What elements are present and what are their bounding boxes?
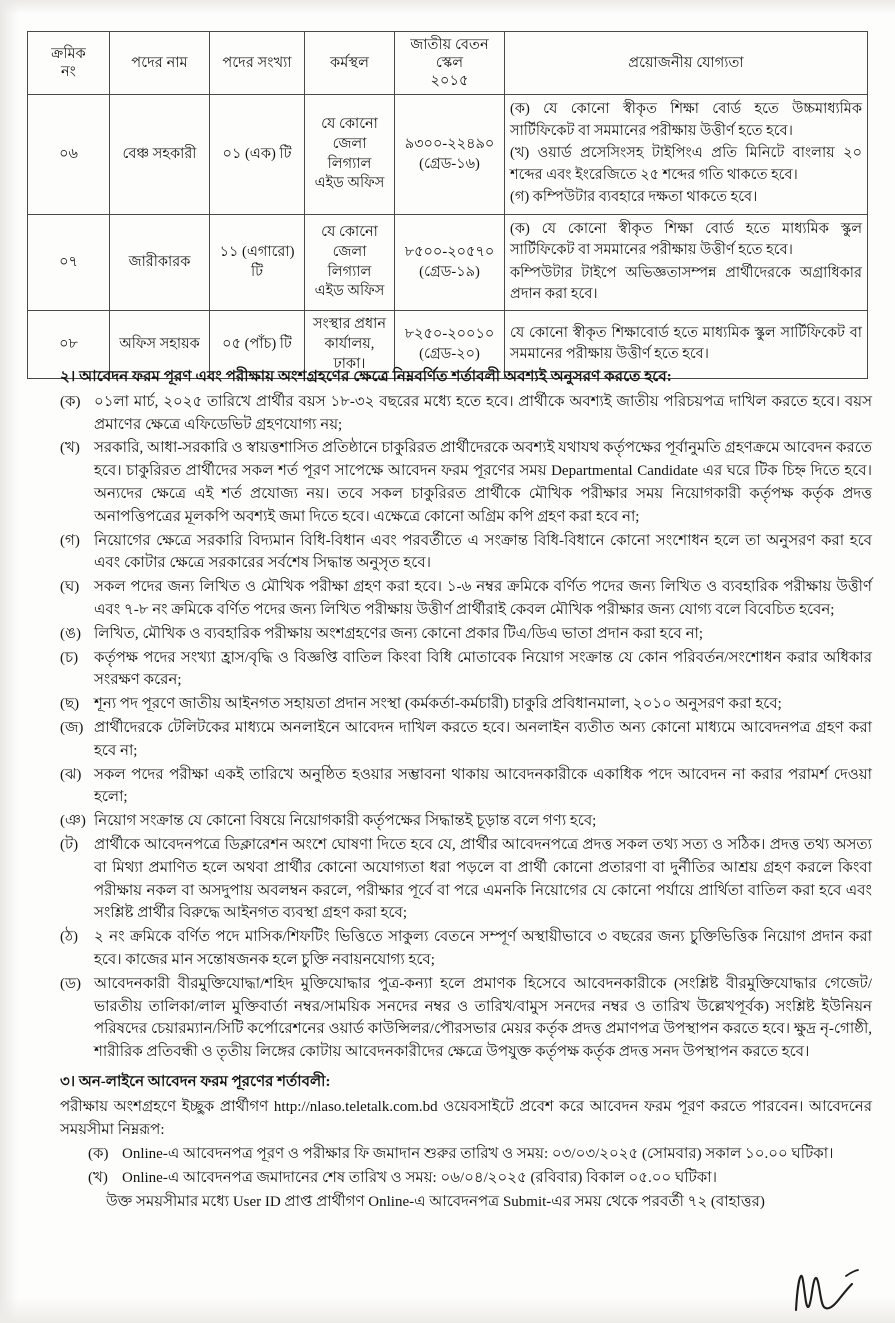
clause-ta <box>60 834 872 925</box>
cell-workplace <box>305 214 395 311</box>
online-item-ka <box>60 1143 872 1166</box>
clause-marker: (ঘ) <box>60 579 80 596</box>
qualification-line: (গ) কম্পিউটার ব্যবহারে দক্ষতা থাকতে হবে। <box>510 189 758 206</box>
cell-pay-scale-range: ৮২৫০-২০০১০ <box>404 326 495 343</box>
clause-marker: (ক) <box>60 393 81 410</box>
column-header-serial-line1: ক্রমিক <box>51 46 86 63</box>
clause-gha <box>60 576 872 622</box>
clause-marker: (ঞ) <box>60 813 86 830</box>
scan-edge-left <box>0 0 18 1323</box>
section-2-heading: ২। আবেদন ফরম পূরণ এবং পরীক্ষায় অংশগ্রহণের ক্ষেত্রে নিম্নবর্ণিত শর্তাবলী অবশ্যই অনুসরণ করতে হবে: <box>60 369 672 385</box>
column-header-serial <box>28 32 110 95</box>
clause-marker: (ঠ) <box>60 929 79 946</box>
section-3-heading: ৩। অন-লাইনে আবেদন ফরম পূরণের শর্তাবলী: <box>60 1073 331 1090</box>
table-row <box>28 214 868 311</box>
clause-text: প্রার্থীকে আবেদনপত্রে ডিক্লারেশন অংশে ঘোষণা দিতে হবে যে, প্রার্থীর আবেদনপত্রে প্রদত্ত সকল তথ্য সত্য ও সঠিক। প্রদত্ত তথ্য অসত্য বা মিথ্যা প্রমাণিত হলে অথবা প্রার্থীর কোনো অযোগ্যতা ধরা পড়লে বা প্রার্থী কোনো প্রতারণা বা দুর্নীতির আশ্রয় গ্রহণ করলে কিংবা পরীক্ষায় নকল বা অসদুপায় অবলম্বন করলে, পরীক্ষার পূর্বে বা পরে এমনকি নিয়োগের যে কোনো পর্যায়ে প্রার্থিতা বাতিল করা হবে এবং সংশ্লিষ্ট প্রার্থীর বিরুদ্ধে আইনগত ব্যবস্থা গ্রহণ করা হবে; <box>94 836 872 922</box>
cell-workplace-line2: কার্যালয়, ঢাকা। <box>324 336 375 372</box>
cell-pay-scale-range: ৮৫০০-২০৫৭০ <box>404 243 495 260</box>
cell-workplace-line1: সংস্থার প্রধান <box>312 316 387 333</box>
section-3-intro: পরীক্ষায় অংশগ্রহণে ইচ্ছুক প্রার্থীগণ http://nlaso.teletalk.com.bd ওয়েবসাইটে প্রবেশ করে আবেদন ফরম পূরণ করতে পারবেন। আবেদনের সময়সীমা নিম্নরূপ: <box>60 1098 872 1138</box>
clause-marker: (চ) <box>60 649 79 666</box>
qualification-line: (ক) যে কোনো স্বীকৃত শিক্ষা বোর্ড হতে উচ্চমাধ্যমিক সার্টিফিকেট বা সমমানের পরীক্ষায় উত্তীর্ণ হতে হবে। <box>510 101 862 139</box>
clause-kha <box>60 437 872 528</box>
clause-jha <box>60 764 872 810</box>
clause-chha <box>60 693 872 716</box>
clause-marker: (ঙ) <box>60 625 81 642</box>
online-item-text: Online-এ আবেদনপত্র পূরণ ও পরীক্ষার ফি জমাদান শুরুর তারিখ ও সময়: ০৩/০৩/২০২৫ (সোমবার) সকাল ১০.০০ ঘটিকা। <box>122 1146 834 1163</box>
clause-marker: (গ) <box>60 532 80 549</box>
clause-text: সরকারি, আধা-সরকারি ও স্বায়ত্তশাসিত প্রতিষ্ঠানে চাকুরিরত প্রার্থীদেরকে অবশ্যই যথাযথ কর্তৃপক্ষের পূর্বানুমতি গ্রহণক্রমে আবেদন করতে হবে। চাকুরিরত প্রার্থীদের সকল শর্ত পূরণ সাপেক্ষে আবেদন ফরম পূরণের সময় Departmental Candidate এর ঘরে টিক চিহ্ন দিতে হবে। অন্যদের ক্ষেত্রে এই শর্ত প্রযোজ্য নয়। তবে সকল চাকুরিরত প্রার্থীকে মৌখিক পরীক্ষার সময় নিয়োগকারী কর্তৃপক্ষ কর্তৃক প্রদত্ত অনাপত্তিপত্রের মূলকপি অবশ্যই জমা দিতে হবে। এক্ষেত্রে কোনো অগ্রিম কপি গ্রহণ করা হবে না; <box>94 440 872 525</box>
clause-marker: (ড) <box>60 975 82 992</box>
clause-text: লিখিত, মৌখিক ও ব্যবহারিক পরীক্ষায় অংশগ্রহণের জন্য কোনো প্রকার টিএ/ডিএ ভাতা প্রদান করা হবে না; <box>94 625 704 642</box>
clause-cha <box>60 647 872 693</box>
cell-pay-scale-grade: (গ্রেড-২০) <box>419 345 480 362</box>
cell-workplace <box>305 95 395 214</box>
online-item-text: Online-এ আবেদনপত্র জমাদানের শেষ তারিখ ও সময়: ০৬/০৪/২০২৫ (রবিবার) বিকাল ০৫.০০ ঘটিকা। <box>122 1170 717 1187</box>
clause-text: সকল পদের জন্য লিখিত ও মৌখিক পরীক্ষা গ্রহণ করা হবে। ১-৬ নম্বর ক্রমিকে বর্ণিত পদের জন্য লিখিত ও ব্যবহারিক পরীক্ষায় উত্তীর্ণ এবং ৭-৮ নং ক্রমিকে বর্ণিত পদের জন্য লিখিত পরীক্ষায় উত্তীর্ণ প্রার্থীরাই কেবল মৌখিক পরীক্ষার জন্য যোগ্য বলে বিবেচিত হবেন; <box>94 579 872 618</box>
clause-marker: (খ) <box>60 440 80 457</box>
clause-ja <box>60 717 872 763</box>
clause-uma <box>60 623 872 646</box>
cell-post-count: ০১ (এক) টি <box>210 95 305 214</box>
clause-da <box>60 973 872 1064</box>
clause-tha <box>60 926 872 972</box>
cell-pay-scale <box>395 214 505 311</box>
clause-marker: (ছ) <box>60 696 80 713</box>
cell-post-count: ১১ (এগারো) টি <box>210 214 305 311</box>
cell-post-count: ০৫ (পাঁচ) টি <box>210 311 305 379</box>
clause-text: আবেদনকারী বীরমুক্তিযোদ্ধা/শহিদ মুক্তিযোদ্ধার পুত্র-কন্যা হলে প্রমাণক হিসেবে আবেদনকারীকে (সংশ্লিষ্ট বীরমুক্তিযোদ্ধার গেজেট/ভারতীয় তালিকা/লাল মুক্তিবার্তা নম্বর/সাময়িক সনদের নম্বর ও তারিখ/বামুস সনদের নম্বর ও তারিখ উল্লেখপূর্বক) সংশ্লিষ্ট ইউনিয়ন পরিষদের চেয়ারম্যান/সিটি কর্পোরেশনের ওয়ার্ড কাউন্সিলর/পৌরসভার মেয়র কর্তৃক প্রদত্ত প্রমাণপত্র উপস্থাপন করতে হবে। ক্ষুদ্র নৃ-গোষ্ঠী, শারীরিক প্রতিবন্ধী ও তৃতীয় লিঙ্গের কোটায় আবেদনকারীদের ক্ষেত্রে উপযুক্ত কর্তৃপক্ষ কর্তৃক প্রদত্ত সনদ উপস্থাপন করতে হবে। <box>94 975 872 1061</box>
clause-ka <box>60 391 872 437</box>
cell-workplace-line3: এইড অফিস <box>314 283 385 300</box>
scan-edge-top <box>0 0 895 14</box>
qualification-line: কম্পিউটার টাইপে অভিজ্ঞতাসম্পন্ন প্রার্থীদেরকে অগ্রাধিকার প্রদান করা হবে। <box>510 264 862 302</box>
cell-workplace-line2: জেলা লিগ্যাল <box>327 135 372 172</box>
table-header-row <box>28 32 868 95</box>
conditions-body <box>60 366 872 1214</box>
clause-text: শূন্য পদ পূরণে জাতীয় আইনগত সহায়তা প্রদান সংস্থা (কর্মকর্তা-কর্মচারী) চাকুরি প্রবিধানমালা, ২০১০ অনুসরণ করা হবে; <box>94 696 782 713</box>
clause-ga <box>60 530 872 576</box>
cell-qualification <box>505 95 868 214</box>
column-header-workplace: কর্মস্থল <box>305 32 395 95</box>
clause-text: ২ নং ক্রমিকে বর্ণিত পদে মাসিক/শিফটিং ভিত্তিতে সাকুল্য বেতনে সম্পূর্ণ অস্থায়ীভাবে ৩ বছরের জন্য চুক্তিভিত্তিক নিয়োগ প্রদান করা হবে। কাজের মান সন্তোষজনক হলে চুক্তি নবায়নযোগ্য হবে; <box>94 929 872 968</box>
column-header-pay-scale-line1: জাতীয় বেতন স্কেল <box>410 37 489 72</box>
cell-pay-scale-grade: (গ্রেড-১৯) <box>419 263 480 280</box>
cell-workplace-line1: যে কোনো <box>321 224 378 241</box>
qualification-line: (খ) ওয়ার্ড প্রসেসিংসহ টাইপিংএ প্রতি মিনিটে বাংলায় ২০ শব্দের এবং ইংরেজিতে ২৫ শব্দের গতি থাকতে হবে। <box>510 145 862 183</box>
clause-text: কর্তৃপক্ষ পদের সংখ্যা হ্রাস/বৃদ্ধি ও বিজ্ঞপ্তি বাতিল কিংবা বিধি মোতাবেক নিয়োগ সংক্রান্ত যে কোন পরিবর্তন/সংশোধন করার অধিকার সংরক্ষণ করেন; <box>94 649 872 689</box>
handwritten-signature <box>790 1262 876 1316</box>
vacancy-table-container <box>27 31 868 379</box>
cell-post-name: অফিস সহায়ক <box>110 311 210 379</box>
clause-marker: (ঝ) <box>60 766 82 783</box>
vacancy-table <box>27 31 868 379</box>
cell-qualification <box>505 214 868 311</box>
column-header-post-count: পদের সংখ্যা <box>210 32 305 95</box>
clause-text: সকল পদের পরীক্ষা একই তারিখে অনুষ্ঠিত হওয়ার সম্ভাবনা থাকায় আবেদনকারীকে একাধিক পদে আবেদন না করার পরামর্শ দেওয়া হলো; <box>94 766 872 806</box>
online-item-marker: (খ) <box>88 1170 108 1187</box>
clause-text: নিয়োগ সংক্রান্ত যে কোনো বিষয়ে নিয়োগকারী কর্তৃপক্ষের সিদ্ধান্তই চূড়ান্ত বলে গণ্য হবে; <box>94 813 597 830</box>
cell-workplace-line2: জেলা লিগ্যাল <box>327 243 372 280</box>
cell-pay-scale-range: ৯৩০০-২২৪৯০ <box>404 135 495 152</box>
clause-text: ০১লা মার্চ, ২০২৫ তারিখে প্রার্থীর বয়স ১৮-৩২ বছরের মধ্যে হতে হবে। প্রার্থীকে অবশ্যই জাতীয় পরিচয়পত্র দাখিল করতে হবে। বয়স প্রমাণের ক্ষেত্রে এফিডেভিট গ্রহণযোগ্য নয়; <box>94 393 872 433</box>
clause-text: নিয়োগের ক্ষেত্রে সরকারি বিদ্যমান বিধি-বিধান এবং পরবর্তীতে এ সংক্রান্ত বিধি-বিধানে কোনো সংশোধন হলে তা অনুসরণ করা হবে এবং কোটার ক্ষেত্রে সরকারের সর্বশেষ সিদ্ধান্ত অনুসৃত হবে। <box>94 532 872 572</box>
scan-edge-bottom <box>0 1297 895 1323</box>
clause-text: প্রার্থীদেরকে টেলিটকের মাধ্যমে অনলাইনে আবেদন দাখিল করতে হবে। অনলাইন ব্যতীত অন্য কোনো মাধ্যমে আবেদনপত্র গ্রহণ করা হবে না; <box>94 719 872 759</box>
cell-serial: ০৬ <box>28 95 110 214</box>
cell-workplace-line3: এইড অফিস <box>314 175 385 192</box>
cell-pay-scale <box>395 95 505 214</box>
online-item-kha <box>60 1167 872 1190</box>
qualification-line: যে কোনো স্বীকৃত শিক্ষাবোর্ড হতে মাধ্যমিক স্কুল সার্টিফিকেট বা সমমানের পরীক্ষায় উত্তীর্ণ হতে হবে। <box>510 324 862 363</box>
table-row <box>28 95 868 214</box>
clause-marker: (ট) <box>60 836 79 853</box>
column-header-serial-line2: নং <box>61 64 76 81</box>
online-item-marker: (ক) <box>88 1146 109 1163</box>
clause-marker: (জ) <box>60 719 84 736</box>
column-header-pay-scale <box>395 32 505 95</box>
clause-nya <box>60 810 872 833</box>
cell-serial: ০৮ <box>28 311 110 379</box>
cell-workplace-line1: যে কোনো <box>321 116 378 133</box>
column-header-post-name: পদের নাম <box>110 32 210 95</box>
cell-serial: ০৭ <box>28 214 110 311</box>
column-header-pay-scale-line2: ২০১৫ <box>430 73 469 90</box>
cell-post-name: জারীকারক <box>110 214 210 311</box>
cell-post-name: বেঞ্চ সহকারী <box>110 95 210 214</box>
cell-pay-scale-grade: (গ্রেড-১৬) <box>419 155 480 172</box>
online-submit-note: উক্ত সময়সীমার মধ্যে User ID প্রাপ্ত প্রার্থীগণ Online-এ আবেদনপত্র Submit-এর সময় থেকে পরবর্তী ৭২ (বাহাত্তর) <box>106 1193 765 1210</box>
qualification-line: (ক) যে কোনো স্বীকৃত শিক্ষা বোর্ড হতে মাধ্যমিক স্কুল সার্টিফিকেট বা সমমানের পরীক্ষায় উত্তীর্ণ হতে হবে। <box>510 220 862 259</box>
column-header-qualification: প্রয়োজনীয় যোগ্যতা <box>505 32 868 95</box>
